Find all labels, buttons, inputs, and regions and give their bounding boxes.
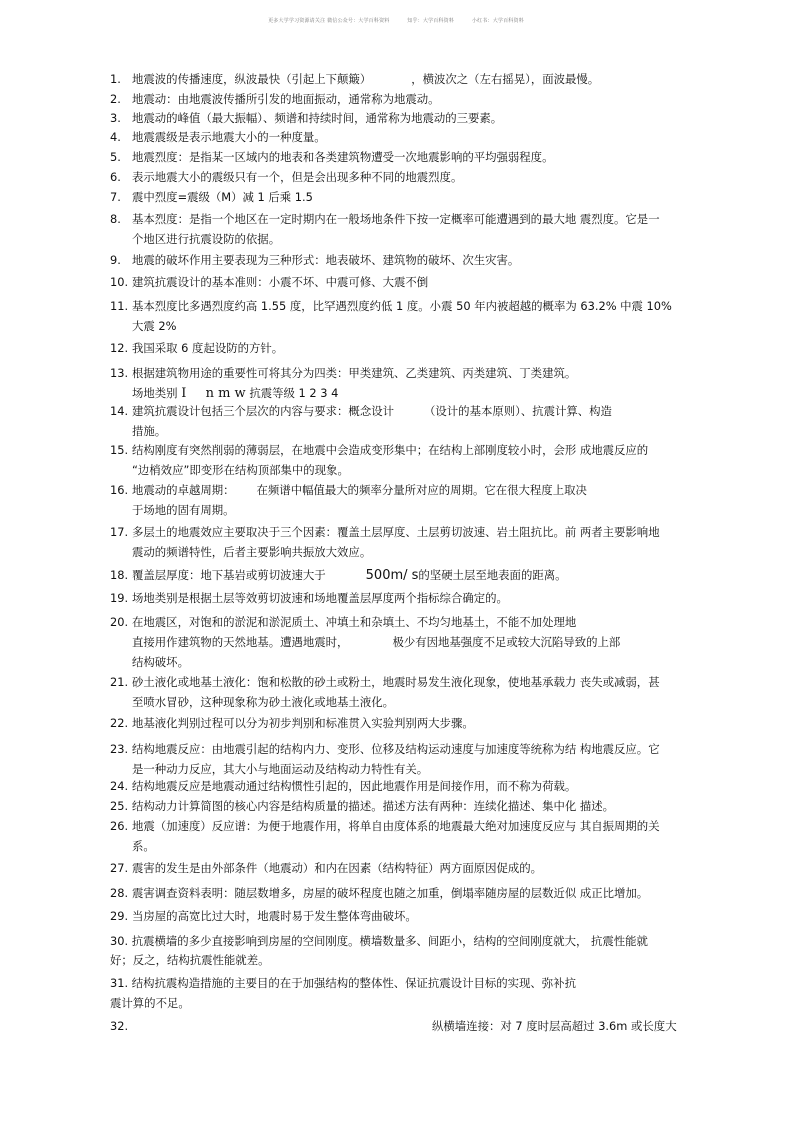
item-number: 14. <box>110 404 129 418</box>
list-item <box>110 167 685 187</box>
item-number: 4. <box>110 130 121 144</box>
item-text: 在地震区，对饱和的淤泥和淤泥质土、冲填土和杂填土、不均匀地基土，不能不加处理地 <box>132 615 577 629</box>
list-item <box>110 480 685 520</box>
item-text: 基本烈度比多遇烈度约高 1.55 度，比罕遇烈度约低 1 度。小震 50 年内被超越的概率为 63.2% 中震 10% <box>132 299 672 313</box>
item-32-text: 纵横墙连接：对 7 度时层高超过 3.6m 或长度大 <box>432 1019 677 1033</box>
item-number: 32. <box>110 1019 129 1033</box>
item-number: 26. <box>110 819 129 833</box>
item-number: 3. <box>110 111 121 125</box>
item-text: 结构动力计算简图的核心内容是结构质量的描述。描述方法有两种：连续化描述、集中化 描述。 <box>132 799 615 813</box>
item-text: 结构地震反应是地震动通过结构惯性引起的，因此地震作用是间接作用，而不称为荷载。 <box>132 779 577 793</box>
item-text: 地震波的传播速度，纵波最快（引起上下颠簸） <box>132 72 372 86</box>
item-text: 我国采取 6 度起设防的方针。 <box>132 341 284 355</box>
item-number: 22. <box>110 716 129 730</box>
list-item <box>110 108 685 128</box>
item-text: 震动的频谱特性，后者主要影响共振放大效应。 <box>132 545 372 559</box>
item-text: 地震的破坏作用主要表现为三种形式：地表破坏、建筑物的破坏、次生灾害。 <box>132 253 520 267</box>
item-text: 在频谱中幅值最大的频率分量所对应的周期。它在很大程度上取决 <box>256 483 587 497</box>
list-item <box>110 209 685 249</box>
item-number: 24. <box>110 779 129 793</box>
item-text: 根据建筑物用途的重要性可将其分为四类：甲类建筑、乙类建筑、丙类建筑、丁类建筑。 <box>132 366 577 380</box>
list-item <box>110 612 685 672</box>
item-text: 是一种动力反应，其大小与地面运动及结构动力特性有关。 <box>132 762 429 776</box>
list-item <box>110 906 685 926</box>
list-item <box>110 588 685 608</box>
list-item <box>110 858 685 878</box>
item-number: 25. <box>110 799 129 813</box>
item-number: 13. <box>110 366 129 380</box>
item-text: 震害调查资料表明：随层数增多，房屋的破坏程度也随之加重，倒塌率随房屋的层数近似 成正比增加。 <box>132 886 649 900</box>
item-text: 至喷水冒砂，这种现象称为砂土液化或地基土液化。 <box>132 695 394 709</box>
list-item <box>110 89 685 109</box>
list-item <box>110 739 685 779</box>
item-text: 建筑抗震设计的基本准则：小震不坏、中震可修、大震不倒 <box>132 275 429 289</box>
header-part-3: 小红书：大学百科资料 <box>471 18 524 24</box>
list-item <box>110 713 685 733</box>
item-number: 15. <box>110 443 129 457</box>
item-text: 震害的发生是由外部条件（地震动）和内在因素（结构特征）两方面原因促成的。 <box>132 861 543 875</box>
item-number: 28. <box>110 886 129 900</box>
page-header <box>0 17 792 24</box>
list-item <box>110 69 685 89</box>
item-number: 19. <box>110 591 129 605</box>
list-item <box>110 250 685 270</box>
site-class-suffix: 抗震等级 1 2 3 4 <box>249 386 339 400</box>
item-number: 6. <box>110 170 121 184</box>
item-text: 的坚硬土层至地表面的距离。 <box>418 568 567 582</box>
item-number: 11. <box>110 299 129 313</box>
item-number: 21. <box>110 675 129 689</box>
list-item <box>110 338 685 358</box>
list-item <box>110 296 685 336</box>
item-text: 基本烈度：是指一个地区在一定时期内在一般场地条件下按一定概率可能遭遇到的最大地 震烈度。它是一 <box>132 212 660 226</box>
item-text: 地震（加速度）反应谱：为便于地震作用，将单自由度体系的地震最大绝对加速度反应与 其自振周期的关 <box>132 819 660 833</box>
item-number: 2. <box>110 92 121 106</box>
list-item <box>110 127 685 147</box>
item-number: 1. <box>110 72 121 86</box>
item-text: 结构地震反应：由地震引起的结构内力、变形、位移及结构运动速度与加速度等统称为结 构地震反应。它 <box>132 742 660 756</box>
list-item <box>110 440 685 480</box>
item-number: 27. <box>110 861 129 875</box>
item-text: 系。 <box>132 839 155 853</box>
item-text: 地震烈度：是指某一区域内的地表和各类建筑物遭受一次地震影响的平均强弱程度。 <box>132 150 554 164</box>
item-text: （设计的基本原则）、抗震计算、构造 <box>424 404 612 418</box>
item-text: ，横波次之（左右摇晃），面波最慢。 <box>411 72 600 86</box>
item-number: 8. <box>110 212 121 226</box>
item-text: 覆盖层厚度：地下基岩或剪切波速大于 <box>132 568 326 582</box>
item-number: 17. <box>110 525 129 539</box>
item-text: 地震震级是表示地震大小的一种度量。 <box>132 130 326 144</box>
item-text: 场地类别是根据土层等效剪切波速和场地覆盖层厚度两个指标综合确定的。 <box>132 591 508 605</box>
list-item <box>110 883 685 903</box>
list-item <box>110 272 685 292</box>
item-number: 20. <box>110 615 129 629</box>
item-number: 16. <box>110 483 129 497</box>
header-part-1: 更多大学学习资源请关注 微信公众号：大学百科资料 <box>268 18 390 24</box>
item-30-line-2: 好；反之，结构抗震性能就差。 <box>110 953 270 967</box>
list-item <box>110 796 685 816</box>
item-text: 地震动的峰值（最大振幅）、频谱和持续时间，通常称为地震动的三要素。 <box>132 111 503 125</box>
list-item <box>110 147 685 167</box>
list-item <box>110 187 685 207</box>
site-class-prefix: 场地类别 <box>132 386 178 400</box>
item-number: 10. <box>110 275 129 289</box>
item-30-line-1: 30. 抗震横墙的多少直接影响到房屋的空间刚度。横墙数量多、间距小，结构的空间刚度就大， 抗震性能就 <box>110 934 648 948</box>
item-number: 18. <box>110 568 129 582</box>
list-item <box>110 776 685 796</box>
item-31-line-2: 震计算的不足。 <box>110 996 190 1010</box>
item-text: 结构刚度有突然削弱的薄弱层，在地震中会造成变形集中；在结构上部刚度较小时，会形 成地震反应的 <box>132 443 649 457</box>
item-text: 个地区进行抗震设防的依据。 <box>132 232 281 246</box>
list-item <box>110 672 685 712</box>
shear-wave-velocity: 500m/ s <box>365 568 419 583</box>
list-item <box>110 565 685 586</box>
item-text: 地震动的卓越周期： <box>132 483 235 497</box>
item-text: 大震 2% <box>132 319 177 333</box>
site-class-roman: I <box>181 386 187 401</box>
list-item <box>110 522 685 562</box>
item-number: 5. <box>110 150 121 164</box>
site-class-letters: n m w <box>205 386 246 401</box>
item-text: 极少有因地基强度不足或较大沉陷导致的上部 <box>392 635 621 649</box>
item-text: 直接用作建筑物的天然地基。遭遇地震时， <box>132 635 349 649</box>
list-item <box>110 401 685 441</box>
header-part-2: 知乎：大学百科资料 <box>407 18 455 24</box>
item-number: 9. <box>110 253 121 267</box>
item-number: 23. <box>110 742 129 756</box>
item-text: 于场地的固有周期。 <box>132 503 235 517</box>
item-text: “边梢效应”即变形在结构顶部集中的现象。 <box>132 463 349 477</box>
item-31-line-1: 31. 结构抗震构造措施的主要目的在于加强结构的整体性、保证抗震设计目标的实现、弥补抗 <box>110 976 576 990</box>
list-item <box>110 816 685 856</box>
item-number: 7. <box>110 190 121 204</box>
item-text: 多层土的地震效应主要取决于三个因素：覆盖土层厚度、土层剪切波速、岩土阻抗比。前 两者主要影响地 <box>132 525 660 539</box>
item-text: 结构破坏。 <box>132 655 189 669</box>
item-number: 12. <box>110 341 129 355</box>
item-text: 表示地震大小的震级只有一个，但是会出现多种不同的地震烈度。 <box>132 170 463 184</box>
item-text: 砂土液化或地基土液化：饱和松散的砂土或粉土，地震时易发生液化现象，使地基承载力 丧失或减弱，甚 <box>132 675 660 689</box>
item-text: 建筑抗震设计包括三个层次的内容与要求：概念设计 <box>132 404 394 418</box>
item-text: 地基液化判别过程可以分为初步判别和标准贯入实验判别两大步骤。 <box>132 716 474 730</box>
item-text: 地震动：由地震波传播所引发的地面振动，通常称为地震动。 <box>132 92 440 106</box>
item-text: 当房屋的高宽比过大时，地震时易于发生整体弯曲破坏。 <box>132 909 417 923</box>
item-number: 29. <box>110 909 129 923</box>
list-item <box>110 363 685 404</box>
item-text: 措施。 <box>132 424 167 438</box>
item-text: 震中烈度=震级（M）减 1 后乘 1.5 <box>132 190 313 204</box>
